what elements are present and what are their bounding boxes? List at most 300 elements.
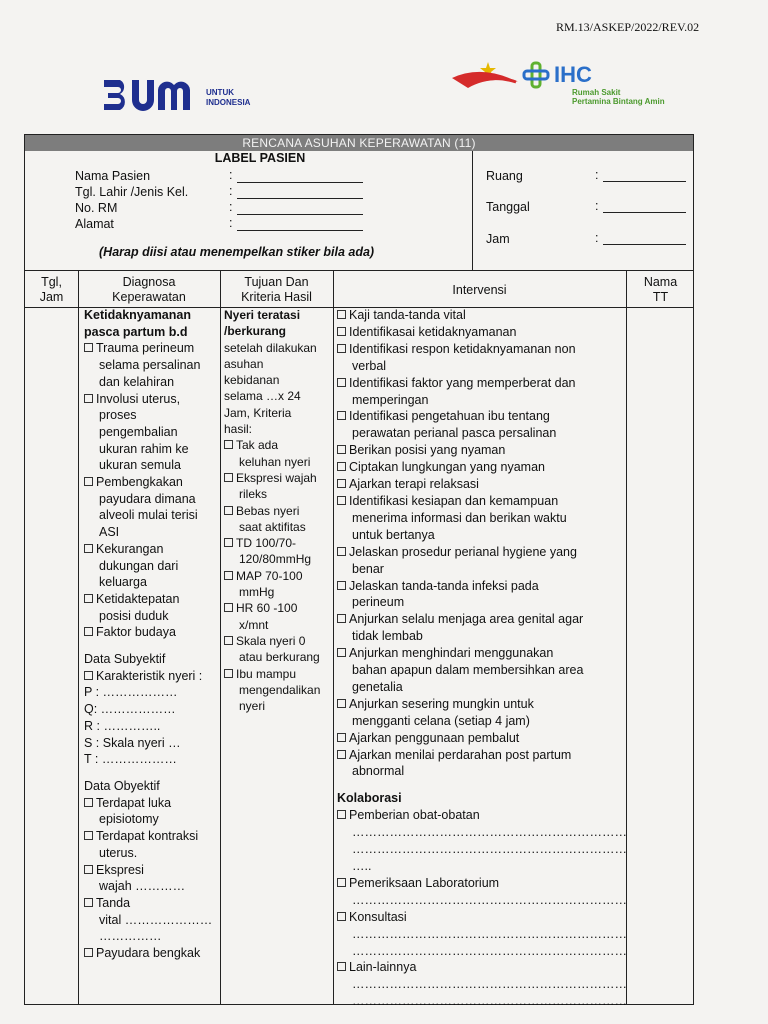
diagnosa-text: Q: ……………… xyxy=(84,702,176,717)
intervensi-line xyxy=(337,858,627,875)
tujuan-line xyxy=(224,682,320,698)
tujuan-line xyxy=(224,356,320,372)
input-line-nama[interactable] xyxy=(237,182,363,183)
intervensi-text: Ajarkan menilai perdarahan post partum xyxy=(349,747,572,762)
colon: : xyxy=(229,216,233,230)
checkbox[interactable] xyxy=(84,627,93,636)
intervensi-text: ………………………………………………………… xyxy=(352,994,627,1009)
tujuan-text: x/mnt xyxy=(239,617,269,632)
tujuan-text: selama …x 24 xyxy=(224,389,301,404)
tujuan-line xyxy=(224,372,320,388)
tujuan-text: MAP 70-100 xyxy=(236,568,303,583)
intervensi-text: untuk bertanya xyxy=(352,527,435,542)
checkbox[interactable] xyxy=(84,544,93,553)
diagnosa-text: P : ……………… xyxy=(84,685,178,700)
tujuan-text: nyeri xyxy=(239,699,266,714)
care-plan-form xyxy=(24,134,694,1009)
header-diagnosa-line2: Keperawatan xyxy=(112,290,186,304)
tujuan-text: Bebas nyeri xyxy=(236,503,300,518)
tujuan-line[interactable] xyxy=(224,600,320,616)
intervensi-text: Jelaskan prosedur perianal hygiene yang xyxy=(349,544,577,559)
intervensi-text: Anjurkan menghindari menggunakan xyxy=(349,646,554,661)
header-diagnosa xyxy=(78,275,220,305)
tujuan-text: asuhan xyxy=(224,356,264,371)
checkbox[interactable] xyxy=(224,538,233,547)
intervensi-text: Anjurkan sesering mungkin untuk xyxy=(349,696,534,711)
tujuan-text: Ibu mampu xyxy=(236,666,297,681)
tujuan-text: mmHg xyxy=(239,585,275,600)
intervensi-line xyxy=(337,358,627,375)
tujuan-line xyxy=(224,323,320,339)
header-tgl-line2: Jam xyxy=(39,290,64,304)
diagnosa-text: Ketidaknyamanan xyxy=(84,308,191,322)
intervensi-line xyxy=(337,943,627,960)
colon: : xyxy=(595,199,599,213)
diagnosa-text: vital ………………… xyxy=(99,912,213,927)
tujuan-line xyxy=(224,584,320,600)
field-jam: Jam xyxy=(486,232,510,246)
bumn-logo xyxy=(102,76,202,112)
intervensi-line xyxy=(337,679,627,696)
diagnosa-text: uterus. xyxy=(99,845,138,860)
tujuan-text: atau berkurang xyxy=(239,650,320,665)
intervensi-line[interactable] xyxy=(337,544,627,561)
intervensi-line[interactable] xyxy=(337,909,627,926)
checkbox[interactable] xyxy=(337,614,346,623)
tujuan-line xyxy=(224,698,320,714)
intervensi-text: Identifikasi respon ketidaknyamanan non xyxy=(349,341,576,356)
diagnosa-line[interactable] xyxy=(84,862,212,879)
diagnosa-text: Ekspresi xyxy=(96,862,144,877)
tujuan-text: rileks xyxy=(239,487,268,502)
intervensi-text: ………………………………………………………… xyxy=(352,825,627,840)
diagnosa-line[interactable] xyxy=(84,340,212,357)
intervensi-text: ………………………………………………………… xyxy=(352,842,627,857)
diagnosa-text: dukungan dari xyxy=(99,558,179,573)
diagnosa-text: payudara dimana xyxy=(99,491,196,506)
intervensi-line[interactable] xyxy=(337,875,627,892)
checkbox[interactable] xyxy=(337,411,346,420)
tujuan-text: keluhan nyeri xyxy=(239,454,311,469)
tujuan-line[interactable] xyxy=(224,633,320,649)
tujuan-text: Nyeri teratasi xyxy=(224,308,301,322)
diagnosa-line xyxy=(84,845,212,862)
intervensi-text: genetalia xyxy=(352,679,403,694)
tujuan-text: Skala nyeri 0 xyxy=(236,633,306,648)
diagnosa-text: S : Skala nyeri … xyxy=(84,735,181,750)
checkbox[interactable] xyxy=(224,440,233,449)
tujuan-text: Ekspresi wajah xyxy=(236,470,317,485)
diagnosa-text: episiotomy xyxy=(99,812,159,827)
checkbox[interactable] xyxy=(224,669,233,678)
intervensi-line xyxy=(337,425,627,442)
intervensi-text: ………………………………………………………… xyxy=(352,943,627,958)
document-code: RM.13/ASKEP/2022/REV.02 xyxy=(556,20,700,34)
diagnosa-line xyxy=(84,778,212,795)
intervensi-line xyxy=(337,824,627,841)
intervensi-line[interactable] xyxy=(337,959,627,976)
diagnosa-line xyxy=(84,735,212,752)
tujuan-column xyxy=(224,307,320,714)
checkbox[interactable] xyxy=(337,479,346,488)
diagnosa-line xyxy=(84,608,212,625)
checkbox[interactable] xyxy=(84,394,93,403)
diagnosa-line[interactable] xyxy=(84,624,212,641)
diagnosa-text: Data Obyektif xyxy=(84,778,160,793)
diagnosa-text: Tanda xyxy=(96,895,131,910)
intervensi-line[interactable] xyxy=(337,476,627,493)
diagnosa-line xyxy=(84,701,212,718)
diagnosa-line xyxy=(84,357,212,374)
diagnosa-text: keluarga xyxy=(99,575,147,590)
tujuan-text: setelah dilakukan xyxy=(224,340,317,355)
intervensi-text: tidak lembab xyxy=(352,629,423,644)
tujuan-line xyxy=(224,454,320,470)
diagnosa-line[interactable] xyxy=(84,668,212,685)
diagnosa-line xyxy=(84,878,212,895)
ihc-brand-text: IHC xyxy=(554,62,592,87)
tujuan-line xyxy=(224,388,320,404)
bumn-tagline: UNTUK INDONESIA xyxy=(206,88,251,107)
checkbox[interactable] xyxy=(84,898,93,907)
intervensi-line[interactable] xyxy=(337,645,627,662)
intervensi-text: Berikan posisi yang nyaman xyxy=(349,443,506,458)
diagnosa-line xyxy=(84,507,212,524)
diagnosa-text: pasca partum b.d xyxy=(84,324,188,339)
intervensi-line[interactable] xyxy=(337,324,627,341)
tujuan-line[interactable] xyxy=(224,437,320,453)
diagnosa-line xyxy=(84,641,212,651)
intervensi-text: Lain-lainnya xyxy=(349,960,417,975)
col-divider xyxy=(220,270,221,1004)
diagnosa-line xyxy=(84,441,212,458)
diagnosa-text: proses xyxy=(99,408,137,423)
diagnosa-text: ukuran semula xyxy=(99,458,181,473)
intervensi-text: Ajarkan terapi relaksasi xyxy=(349,477,479,492)
ihc-subtitle-line1: Rumah Sakit xyxy=(572,88,621,97)
label-note: (Harap diisi atau menempelkan stiker bila ada) xyxy=(99,245,375,259)
intervensi-text: Identifikasi faktor yang memperberat dan xyxy=(349,375,576,390)
diagnosa-text: Terdapat luka xyxy=(96,795,172,810)
intervensi-line[interactable] xyxy=(337,493,627,510)
checkbox[interactable] xyxy=(337,547,346,556)
tujuan-text: kebidanan xyxy=(224,373,280,388)
intervensi-text: mengganti celana (setiap 4 jam) xyxy=(352,713,530,728)
tujuan-line xyxy=(224,340,320,356)
intervensi-text: ….. xyxy=(352,859,372,873)
diagnosa-line xyxy=(84,751,212,768)
checkbox[interactable] xyxy=(337,344,346,353)
diagnosa-line[interactable] xyxy=(84,591,212,608)
checkbox[interactable] xyxy=(84,477,93,486)
header-nama-tt xyxy=(626,275,695,305)
input-line-jam[interactable] xyxy=(603,244,686,245)
intervensi-line[interactable] xyxy=(337,341,627,358)
diagnosa-line xyxy=(84,574,212,591)
checkbox[interactable] xyxy=(337,581,346,590)
tujuan-text: Jam, Kriteria xyxy=(224,405,292,420)
diagnosa-line xyxy=(84,491,212,508)
intervensi-line xyxy=(337,561,627,578)
tujuan-line xyxy=(224,617,320,633)
form-title: RENCANA ASUHAN KEPERAWATAN (11) xyxy=(25,135,693,151)
header-diagnosa-line1: Diagnosa xyxy=(122,275,176,289)
intervensi-text: ………………………………………………………… xyxy=(352,926,627,941)
field-alamat: Alamat xyxy=(75,217,114,231)
colon: : xyxy=(229,168,233,182)
checkbox[interactable] xyxy=(337,962,346,971)
intervensi-line xyxy=(337,527,627,544)
checkbox[interactable] xyxy=(337,327,346,336)
intervensi-text: menerima informasi dan berikan waktu xyxy=(352,510,567,525)
diagnosa-line xyxy=(84,424,212,441)
diagnosa-text: Karakteristik nyeri : xyxy=(96,668,203,683)
tujuan-line xyxy=(224,307,320,323)
checkbox[interactable] xyxy=(337,496,346,505)
intervensi-text: benar xyxy=(352,561,384,576)
label-pasien-title: LABEL PASIEN xyxy=(214,151,306,165)
header-tgl-jam xyxy=(25,275,78,305)
diagnosa-text: T : ……………… xyxy=(84,752,177,767)
checkbox[interactable] xyxy=(84,671,93,680)
colon: : xyxy=(229,184,233,198)
intervensi-line xyxy=(337,790,627,807)
header-tujuan-line1: Tujuan Dan xyxy=(244,275,309,289)
diagnosa-text: selama persalinan xyxy=(99,358,201,373)
diagnosa-line[interactable] xyxy=(84,895,212,912)
intervensi-text: Ciptakan lungkungan yang nyaman xyxy=(349,460,545,475)
tujuan-line xyxy=(224,551,320,567)
intervensi-line[interactable] xyxy=(337,611,627,628)
ihc-subtitle xyxy=(572,88,665,106)
diagnosa-line xyxy=(84,912,212,929)
input-line-no-rm[interactable] xyxy=(237,214,363,215)
diagnosa-line xyxy=(84,811,212,828)
intervensi-text: perineum xyxy=(352,595,405,610)
diagnosa-line[interactable] xyxy=(84,795,212,812)
intervensi-text: Anjurkan selalu menjaga area genital agar xyxy=(349,612,584,627)
checkbox[interactable] xyxy=(224,636,233,645)
tujuan-text: Tak ada xyxy=(236,438,279,453)
intervensi-line[interactable] xyxy=(337,696,627,713)
intervensi-line xyxy=(337,780,627,790)
intervensi-line xyxy=(337,662,627,679)
checkbox[interactable] xyxy=(337,912,346,921)
diagnosa-text: Terdapat kontraksi xyxy=(96,829,199,844)
intervensi-text: Ajarkan penggunaan pembalut xyxy=(349,730,520,745)
diagnosa-line xyxy=(84,718,212,735)
tujuan-text: TD 100/70- xyxy=(236,536,297,551)
diagnosa-text: …………… xyxy=(99,929,162,944)
intervensi-text: memperingan xyxy=(352,392,429,407)
diagnosa-text: Faktor budaya xyxy=(96,625,176,640)
diagnosa-line xyxy=(84,928,212,945)
tujuan-line xyxy=(224,405,320,421)
diagnosa-line[interactable] xyxy=(84,541,212,558)
ihc-subtitle-line2: Pertamina Bintang Amin xyxy=(572,97,665,106)
colon: : xyxy=(595,168,599,182)
intervensi-text: Konsultasi xyxy=(349,909,407,924)
input-line-alamat[interactable] xyxy=(237,230,363,231)
checkbox[interactable] xyxy=(337,733,346,742)
tujuan-line xyxy=(224,486,320,502)
diagnosa-line xyxy=(84,324,212,341)
checkbox[interactable] xyxy=(84,798,93,807)
diagnosa-text: Ketidaktepatan xyxy=(96,591,180,606)
tujuan-text: /berkurang xyxy=(224,324,287,339)
header-nama-line2: TT xyxy=(652,290,669,304)
checkbox[interactable] xyxy=(337,699,346,708)
table-top-border xyxy=(25,270,693,271)
intervensi-text: Kolaborasi xyxy=(337,791,402,806)
checkbox[interactable] xyxy=(84,948,93,957)
field-tgl-lahir: Tgl. Lahir /Jenis Kel. xyxy=(75,185,189,199)
diagnosa-text: Involusi uterus, xyxy=(96,391,181,406)
header-tgl-line1: Tgl, xyxy=(41,275,62,289)
intervensi-line xyxy=(337,993,627,1010)
tujuan-line[interactable] xyxy=(224,470,320,486)
diagnosa-line xyxy=(84,374,212,391)
intervensi-line xyxy=(337,841,627,858)
col-divider xyxy=(333,270,334,1004)
label-divider xyxy=(472,151,473,270)
diagnosa-text: dan kelahiran xyxy=(99,374,175,389)
intervensi-text: ………………………………………………………… xyxy=(352,977,627,992)
checkbox[interactable] xyxy=(337,445,346,454)
header-nama-line1: Nama xyxy=(643,275,678,289)
diagnosa-text: R : ………….. xyxy=(84,718,161,733)
tujuan-line xyxy=(224,519,320,535)
intervensi-line xyxy=(337,976,627,993)
diagnosa-text: ASI xyxy=(99,525,120,540)
diagnosa-text: ukuran rahim ke xyxy=(99,441,189,456)
intervensi-line[interactable] xyxy=(337,578,627,595)
tujuan-line[interactable] xyxy=(224,568,320,584)
field-nama-pasien: Nama Pasien xyxy=(75,169,151,183)
checkbox[interactable] xyxy=(337,878,346,887)
diagnosa-text: Payudara bengkak xyxy=(96,946,201,961)
intervensi-line xyxy=(337,594,627,611)
diagnosa-line xyxy=(84,768,212,778)
checkbox[interactable] xyxy=(224,571,233,580)
intervensi-line xyxy=(337,628,627,645)
intervensi-text: bahan apapun dalam membersihkan area xyxy=(352,663,584,678)
checkbox[interactable] xyxy=(224,506,233,515)
intervensi-line[interactable] xyxy=(337,375,627,392)
diagnosa-text: posisi duduk xyxy=(99,608,169,623)
tujuan-line[interactable] xyxy=(224,535,320,551)
col-divider xyxy=(78,270,79,1004)
diagnosa-line[interactable] xyxy=(84,945,212,962)
tujuan-line xyxy=(224,421,320,437)
checkbox[interactable] xyxy=(84,831,93,840)
diagnosa-text: Trauma perineum xyxy=(96,341,195,356)
field-no-rm: No. RM xyxy=(75,201,118,215)
intervensi-text: ………………………………………………………… xyxy=(352,892,627,907)
checkbox[interactable] xyxy=(337,378,346,387)
diagnosa-line[interactable] xyxy=(84,474,212,491)
tujuan-text: saat aktifitas xyxy=(239,519,306,534)
diagnosa-line[interactable] xyxy=(84,391,212,408)
diagnosa-line xyxy=(84,407,212,424)
intervensi-column xyxy=(337,307,627,1010)
tujuan-text: hasil: xyxy=(224,422,253,437)
field-ruang: Ruang xyxy=(486,169,523,183)
intervensi-line xyxy=(337,713,627,730)
diagnosa-line xyxy=(84,558,212,575)
intervensi-line[interactable] xyxy=(337,807,627,824)
tujuan-line xyxy=(224,649,320,665)
header-tujuan xyxy=(220,275,333,305)
checkbox[interactable] xyxy=(84,594,93,603)
intervensi-line[interactable] xyxy=(337,307,627,324)
diagnosa-text: alveoli mulai terisi xyxy=(99,508,198,523)
checkbox[interactable] xyxy=(337,648,346,657)
intervensi-text: Kaji tanda-tanda vital xyxy=(349,308,466,322)
tujuan-text: mengendalikan xyxy=(239,682,321,697)
checkbox[interactable] xyxy=(337,462,346,471)
diagnosa-text: pengembalian xyxy=(99,424,178,439)
intervensi-line[interactable] xyxy=(337,730,627,747)
intervensi-line xyxy=(337,926,627,943)
intervensi-text: Identifikasi kesiapan dan kemampuan xyxy=(349,493,559,508)
intervensi-line xyxy=(337,892,627,909)
diagnosa-line xyxy=(84,307,212,324)
intervensi-line[interactable] xyxy=(337,408,627,425)
input-line-tgl-lahir[interactable] xyxy=(237,198,363,199)
tujuan-line[interactable] xyxy=(224,503,320,519)
diagnosa-text: Kekurangan xyxy=(96,541,164,556)
header-intervensi: Intervensi xyxy=(452,283,507,297)
input-line-ruang[interactable] xyxy=(603,181,686,182)
diagnosa-text: Data Subyektif xyxy=(84,652,166,667)
tujuan-line[interactable] xyxy=(224,666,320,682)
diagnosa-line xyxy=(84,524,212,541)
intervensi-text: perawatan perianal pasca persalinan xyxy=(352,426,557,441)
intervensi-line[interactable] xyxy=(337,747,627,764)
colon: : xyxy=(229,200,233,214)
tujuan-text: 120/80mmHg xyxy=(239,552,312,567)
checkbox[interactable] xyxy=(224,603,233,612)
diagnosa-line xyxy=(84,684,212,701)
diagnosa-line[interactable] xyxy=(84,828,212,845)
tujuan-text: HR 60 -100 xyxy=(236,601,298,616)
intervensi-text: Identifikasai ketidaknyamanan xyxy=(349,324,517,339)
colon: : xyxy=(595,231,599,245)
intervensi-text: Pemberian obat-obatan xyxy=(349,808,480,823)
checkbox[interactable] xyxy=(337,810,346,819)
field-tanggal: Tanggal xyxy=(486,200,530,214)
intervensi-text: Identifikasi pengetahuan ibu tentang xyxy=(349,409,550,424)
intervensi-text: verbal xyxy=(352,358,387,373)
diagnosa-line xyxy=(84,457,212,474)
checkbox[interactable] xyxy=(337,750,346,759)
diagnosa-text: wajah ………… xyxy=(99,879,186,894)
checkbox[interactable] xyxy=(224,473,233,482)
intervensi-line xyxy=(337,763,627,780)
intervensi-line xyxy=(337,510,627,527)
diagnosa-column xyxy=(84,307,212,962)
input-line-tanggal[interactable] xyxy=(603,212,686,213)
header-tujuan-line2: Kriteria Hasil xyxy=(241,290,312,304)
checkbox[interactable] xyxy=(337,310,346,319)
checkbox[interactable] xyxy=(84,343,93,352)
intervensi-line[interactable] xyxy=(337,442,627,459)
intervensi-line[interactable] xyxy=(337,459,627,476)
checkbox[interactable] xyxy=(84,865,93,874)
diagnosa-text: Pembengkakan xyxy=(96,475,183,490)
intervensi-text: Pemeriksaan Laboratorium xyxy=(349,875,500,890)
